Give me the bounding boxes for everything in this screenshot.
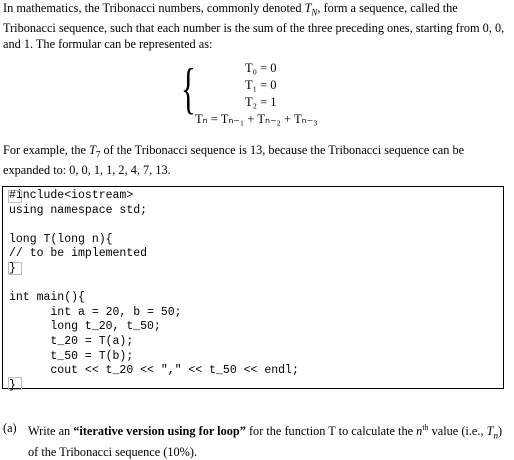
code-block (2, 186, 504, 392)
example-text-a: For example, the (3, 143, 90, 157)
question-text-2: for the function T to calculate the (245, 424, 417, 439)
formula-line-t2: T₂ = 1 (245, 95, 277, 109)
code-text: #include<iostream> using namespace std; long T(long n){ // to be implemented } int main(){ int a = 20, b = 50; long t_20, t_50; t_20 = T(a); t_50 = T(b); cout << t_20 << "," << t_50 << endl; } (9, 189, 299, 392)
tn-subscript-q: n (493, 430, 498, 441)
t7-subscript: 7 (95, 149, 101, 160)
question-label: (a) (3, 421, 17, 435)
formula-line-tn: Tₙ = Tₙ₋₁ + Tₙ₋₂ + Tₙ₋₃ (195, 112, 318, 126)
tn-symbol-q: T (486, 424, 494, 439)
formula-line-t1: T₁ = 0 (245, 78, 277, 92)
intro-paragraph (3, 0, 511, 52)
t7-symbol: T (89, 143, 96, 157)
tn-subscript: N (311, 7, 318, 18)
question-text-4: ) of the Tribonacci sequence (10%). (28, 424, 503, 459)
intro-text-b: , form a sequence, called the Tribonacci sequence, such that each number is the sum of the three preceding ones, starting from 0, 0, and 1. The formular can be represented as: (3, 1, 505, 52)
formula-line-t0: T₀ = 0 (245, 61, 277, 75)
tribonacci-formula (181, 59, 341, 131)
question-bold-text: “iterative version using for loop” (73, 424, 246, 439)
question-text-3: value (i.e., (428, 424, 487, 439)
left-brace-icon: { (181, 58, 196, 120)
nth-superscript: th (422, 423, 429, 432)
example-text-b: of the Tribonacci sequence is 13, because the Tribonacci sequence can be expanded to: 0, 0, 1, 1, 2, 4, 7, 13. (3, 143, 465, 178)
example-paragraph (3, 142, 511, 178)
nth-symbol: n (416, 424, 423, 439)
intro-text-a: In mathematics, the Tribonacci numbers, commonly denoted (3, 1, 305, 15)
tn-symbol: T (304, 1, 312, 15)
question-text-1: Write an (28, 424, 74, 439)
